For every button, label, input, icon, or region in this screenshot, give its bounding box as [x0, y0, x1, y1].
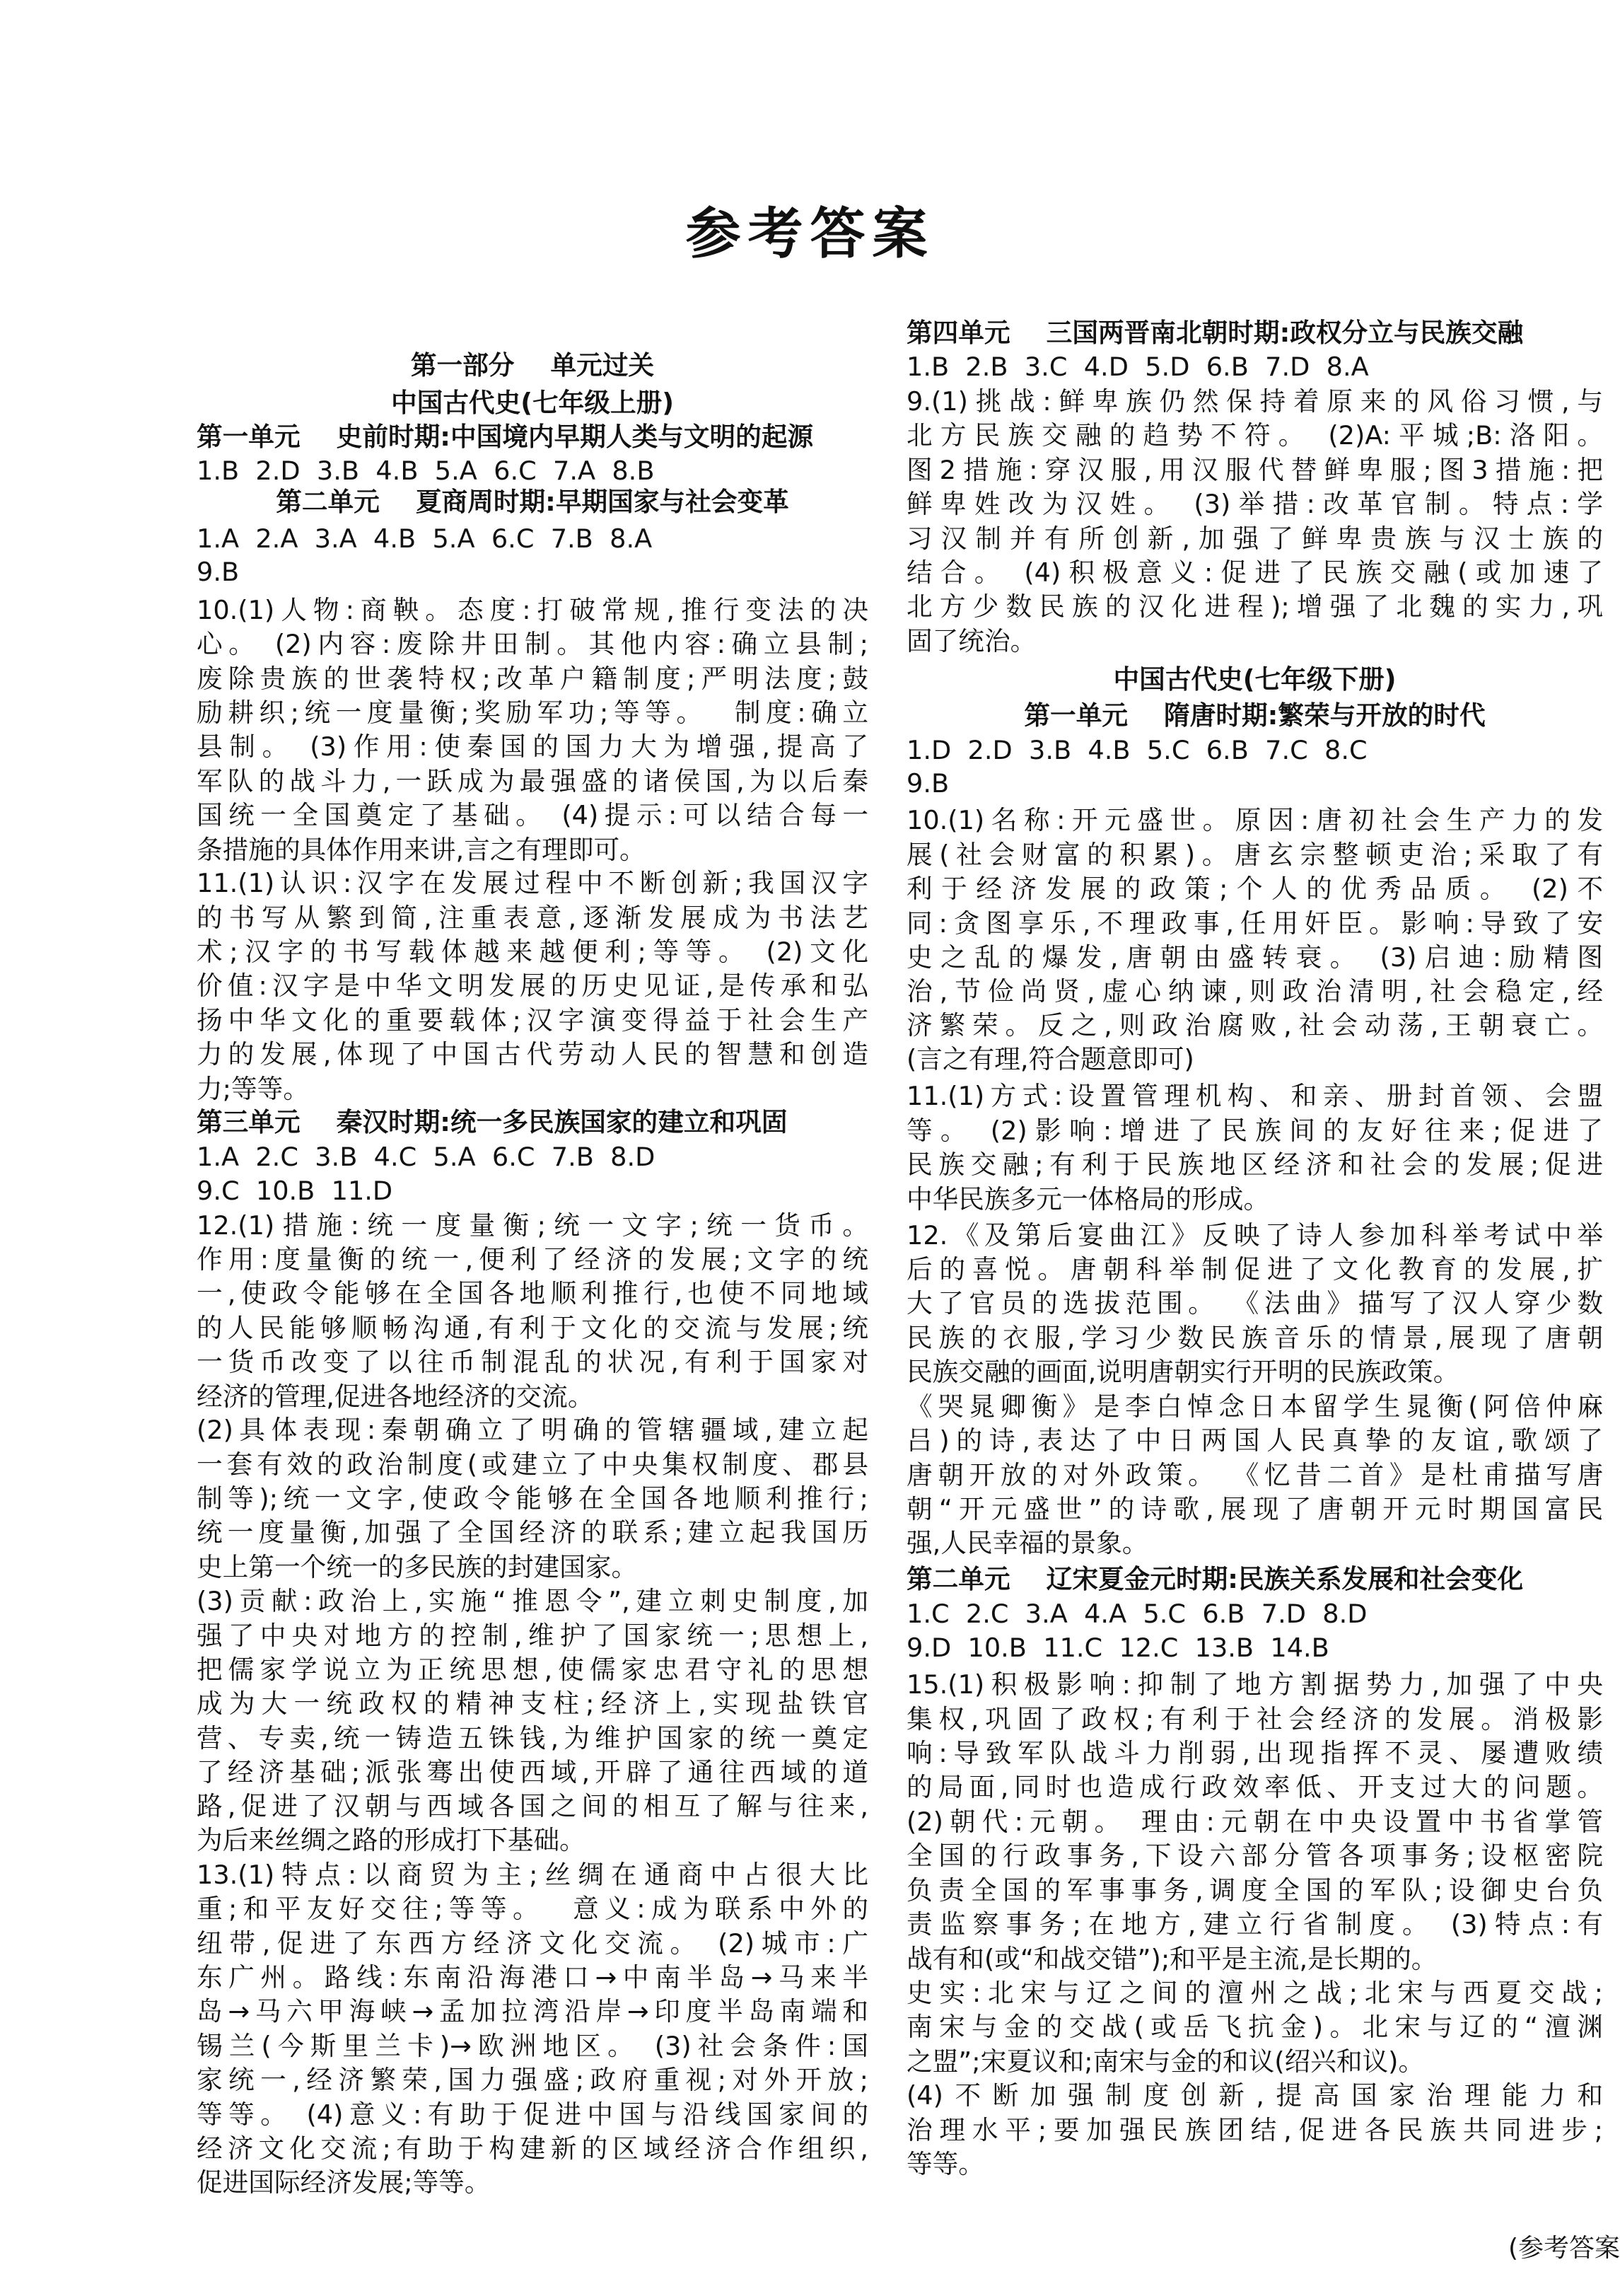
right-line: 史实:北宋与辽之间的澶州之战;北宋与西夏交战; [907, 1977, 1603, 2008]
left-line: 13.(1)特点:以商贸为主;丝绸在通商中占很大比 [197, 1859, 868, 1890]
right-line: 民族交融的画面,说明唐朝实行开明的民族政策。 [907, 1357, 1459, 1388]
right-line: 责监察事务;在地方,建立行省制度。 (3)特点:有 [907, 1909, 1603, 1940]
page-footer: (参考答案 [1508, 2234, 1620, 2263]
right-line: 15.(1)积极影响:抑制了地方割据势力,加强了中央 [907, 1669, 1603, 1700]
right-line: 响:导致军队战斗力削弱,出现指挥不灵、屡遭败绩 [907, 1738, 1603, 1769]
right-line: 第二单元 辽宋夏金元时期:民族关系发展和社会变化 [907, 1564, 1524, 1595]
left-line: 1.A 2.A 3.A 4.B 5.A 6.C 7.B 8.A [197, 523, 653, 554]
left-line: 扬中华文化的重要载体;汉字演变得益于社会生产 [197, 1004, 868, 1036]
right-line: 史之乱的爆发,唐朝由盛转衰。 (3)启迪:励精图 [907, 942, 1603, 973]
right-line: 北方少数民族的汉化进程);增强了北魏的实力,巩 [907, 591, 1603, 622]
left-line: 9.B [197, 557, 240, 588]
left-line: 的书写从繁到简,注重表意,逐渐发展成为书法艺 [197, 902, 868, 933]
page-title: 参考答案 [685, 202, 935, 266]
left-line: 心。 (2)内容:废除井田制。其他内容:确立县制; [197, 629, 868, 660]
left-line: 促进国际经济发展;等等。 [197, 2167, 491, 2198]
right-line: 大了官员的选拔范围。 《法曲》描写了汉人穿少数 [907, 1288, 1603, 1319]
right-line: 1.D 2.D 3.B 4.B 5.C 6.B 7.C 8.C [907, 734, 1368, 765]
left-line: 经济文化交流;有助于构建新的区域经济合作组织, [197, 2133, 868, 2164]
left-line: 经济的管理,促进各地经济的交流。 [197, 1381, 594, 1412]
left-line: 10.(1)人物:商鞅。态度:打破常规,推行变法的决 [197, 594, 868, 625]
left-line: 县制。 (3)作用:使秦国的国力大为增强,提高了 [197, 731, 868, 763]
right-line: 固了统治。 [907, 625, 1037, 656]
right-line: 12.《及第后宴曲江》反映了诗人参加科举考试中举 [907, 1219, 1603, 1251]
right-line: 利于经济发展的政策;个人的优秀品质。 (2)不 [907, 874, 1603, 905]
left-line: 11.(1)认识:汉字在发展过程中不断创新;我国汉字 [197, 868, 868, 899]
left-line: 锡兰(今斯里兰卡)→欧洲地区。 (3)社会条件:国 [197, 2030, 868, 2061]
left-line: 了经济基础;派张骞出使西域,开辟了通往西域的道 [197, 1757, 868, 1788]
right-line: 之盟”;宋夏议和;南宋与金的和议(绍兴和议)。 [907, 2046, 1425, 2077]
right-line: 第四单元 三国两晋南北朝时期:政权分立与民族交融 [907, 318, 1524, 349]
left-line: 史上第一个统一的多民族的封建国家。 [197, 1551, 638, 1582]
left-line: 12.(1)措施:统一度量衡;统一文字;统一货币。 [197, 1210, 868, 1241]
right-line: 负责全国的军事事务,调度全国的军队;设御史台负 [907, 1874, 1603, 1906]
left-line: 岛→马六甲海峡→孟加拉湾沿岸→印度半岛南端和 [197, 1996, 868, 2027]
left-line: (2)具体表现:秦朝确立了明确的管辖疆域,建立起 [197, 1415, 868, 1446]
right-line: 9.(1)挑战:鲜卑族仍然保持着原来的风俗习惯,与 [907, 385, 1603, 417]
left-line: 的人民能够顺畅沟通,有利于文化的交流与发展;统 [197, 1312, 868, 1343]
left-line: 第二单元 夏商周时期:早期国家与社会变革 [276, 487, 789, 518]
left-line: 制等);统一文字,使政令能够在全国各地顺利推行; [197, 1483, 868, 1514]
left-line: 重;和平友好交往;等等。 意义:成为联系中外的 [197, 1894, 868, 1925]
right-line: 治,节俭尚贤,虚心纳谏,则政治清明,社会稳定,经 [907, 976, 1603, 1007]
left-line: 一,使政令能够在全国各地顺利推行,也使不同地域 [197, 1278, 868, 1309]
left-line: 纽带,促进了东西方经济文化交流。 (2)城市:广 [197, 1927, 868, 1959]
left-line: 等等。 (4)意义:有助于促进中国与沿线国家间的 [197, 2099, 868, 2130]
right-line: 朝“开元盛世”的诗歌,展现了唐朝开元时期国富民 [907, 1493, 1603, 1524]
left-line: 第三单元 秦汉时期:统一多民族国家的建立和巩固 [197, 1107, 788, 1138]
left-line: 1.A 2.C 3.B 4.C 5.A 6.C 7.B 8.D [197, 1141, 655, 1172]
left-line: 一套有效的政治制度(或建立了中央集权制度、郡县 [197, 1449, 868, 1480]
left-line: 为后来丝绸之路的形成打下基础。 [197, 1825, 585, 1856]
right-line: 全国的行政事务,下设六部分管各项事务;设枢密院 [907, 1840, 1603, 1872]
right-line: 的局面,同时也造成行政效率低、开支过大的问题。 [907, 1772, 1603, 1803]
left-line: 营、专卖,统一铸造五铢钱,为维护国家的统一奠定 [197, 1722, 868, 1753]
right-line: 民族的衣服,学习少数民族音乐的情景,展现了唐朝 [907, 1322, 1603, 1353]
right-line: 南宋与金的交战(或岳飞抗金)。北宋与辽的“澶渊 [907, 2012, 1603, 2043]
right-line: 1.B 2.B 3.C 4.D 5.D 6.B 7.D 8.A [907, 352, 1369, 383]
left-line: 术;汉字的书写载体越来越便利;等等。 (2)文化 [197, 937, 868, 968]
right-line: 集权,巩固了政权;有利于社会经济的发展。消极影 [907, 1703, 1603, 1734]
right-line: 11.(1)方式:设置管理机构、和亲、册封首领、会盟 [907, 1081, 1603, 1112]
right-line: 9.D 10.B 11.C 12.C 13.B 14.B [907, 1633, 1329, 1664]
right-line: 强,人民幸福的景象。 [907, 1528, 1148, 1559]
left-line: 强了中央对地方的控制,维护了国家统一;思想上, [197, 1620, 868, 1651]
right-line: 《哭晁卿衡》是李白悼念日本留学生晁衡(阿倍仲麻 [907, 1391, 1603, 1422]
right-line: 民族交融;有利于民族地区经济和社会的发展;促进 [907, 1149, 1603, 1181]
right-line: 9.B [907, 768, 950, 799]
right-line: 1.C 2.C 3.A 4.A 5.C 6.B 7.D 8.D [907, 1598, 1368, 1629]
left-line: 废除贵族的世袭特权;改革户籍制度;严明法度;鼓 [197, 663, 868, 694]
right-line: 第一单元 隋唐时期:繁荣与开放的时代 [1024, 700, 1486, 731]
left-line: 条措施的具体作用来讲,言之有理即可。 [197, 834, 646, 865]
left-line: 作用:度量衡的统一,便利了经济的发展;文字的统 [197, 1243, 868, 1275]
right-line: 鲜卑姓改为汉姓。 (3)举措:改革官制。特点:学 [907, 489, 1603, 520]
right-line: 等等。 [907, 2149, 984, 2180]
left-line: 第一单元 史前时期:中国境内早期人类与文明的起源 [197, 422, 814, 453]
right-line: 同:贪图享乐,不理政事,任用奸臣。影响:导致了安 [907, 908, 1603, 939]
right-line: 10.(1)名称:开元盛世。原因:唐初社会生产力的发 [907, 805, 1603, 836]
right-line: 治理水平;要加强民族团结,促进各民族共同进步; [907, 2114, 1603, 2145]
right-line: 唐朝开放的对外政策。 《忆昔二首》是杜甫描写唐 [907, 1459, 1603, 1490]
right-line: 北方民族交融的趋势不符。 (2)A:平城;B:洛阳。 [907, 420, 1603, 451]
left-line: 军队的战斗力,一跃成为最强盛的诸侯国,为以后秦 [197, 765, 868, 796]
left-line: 路,促进了汉朝与西域各国之间的相互了解与往来, [197, 1790, 868, 1821]
left-line: 力;等等。 [197, 1073, 309, 1104]
left-line: 一货币改变了以往币制混乱的状况,有利于国家对 [197, 1347, 868, 1378]
left-line: (3)贡献:政治上,实施“推恩令”,建立刺史制度,加 [197, 1586, 868, 1617]
right-line: 展(社会财富的积累)。唐玄宗整顿吏治;采取了有 [907, 839, 1603, 870]
right-line: (2)朝代:元朝。 理由:元朝在中央设置中书省掌管 [907, 1806, 1603, 1837]
left-line: 国统一全国奠定了基础。 (4)提示:可以结合每一 [197, 800, 868, 831]
right-line: (4)不断加强制度创新,提高国家治理能力和 [907, 2080, 1603, 2111]
right-line: 吕)的诗,表达了中日两国人民真挚的友谊,歌颂了 [907, 1425, 1603, 1456]
right-line: 图2措施:穿汉服,用汉服代替鲜卑服;图3措施:把 [907, 454, 1603, 485]
left-line: 1.B 2.D 3.B 4.B 5.A 6.C 7.A 8.B [197, 455, 655, 486]
left-line: 东广州。路线:东南沿海港口→中南半岛→马来半 [197, 1961, 868, 1993]
right-line: (言之有理,符合题意即可) [907, 1044, 1194, 1075]
left-line: 9.C 10.B 11.D [197, 1176, 393, 1207]
left-line: 励耕织;统一度量衡;奖励军功;等等。 制度:确立 [197, 697, 868, 729]
right-line: 等。 (2)影响:增进了民族间的友好往来;促进了 [907, 1115, 1603, 1146]
right-line: 结合。 (4)积极意义:促进了民族交融(或加速了 [907, 557, 1603, 588]
left-line: 把儒家学说立为正统思想,使儒家忠君守礼的思想 [197, 1654, 868, 1686]
right-line: 习汉制并有所创新,加强了鲜卑贵族与汉士族的 [907, 523, 1603, 554]
left-line: 价值:汉字是中华文明发展的历史见证,是传承和弘 [197, 970, 868, 1002]
right-line: 中国古代史(七年级下册) [1113, 664, 1397, 695]
left-line: 力的发展,体现了中国古代劳动人民的智慧和创造 [197, 1039, 868, 1070]
left-line: 中国古代史(七年级上册) [390, 387, 675, 418]
left-line: 家统一,经济繁荣,国力强盛;政府重视;对外开放; [197, 2065, 868, 2096]
left-line: 第一部分 单元过关 [410, 349, 655, 381]
right-line: 济繁荣。反之,则政治腐败,社会动荡,王朝衰亡。 [907, 1009, 1603, 1040]
left-line: 统一度量衡,加强了全国经济的联系;建立起我国历 [197, 1517, 868, 1548]
right-line: 后的喜悦。唐朝科举制促进了文化教育的发展,扩 [907, 1254, 1603, 1285]
right-line: 中华民族多元一体格局的形成。 [907, 1183, 1270, 1214]
right-line: 战有和(或“和战交错”);和平是主流,是长期的。 [907, 1943, 1438, 1974]
left-line: 成为大一统政权的精神支柱;经济上,实现盐铁官 [197, 1688, 868, 1720]
